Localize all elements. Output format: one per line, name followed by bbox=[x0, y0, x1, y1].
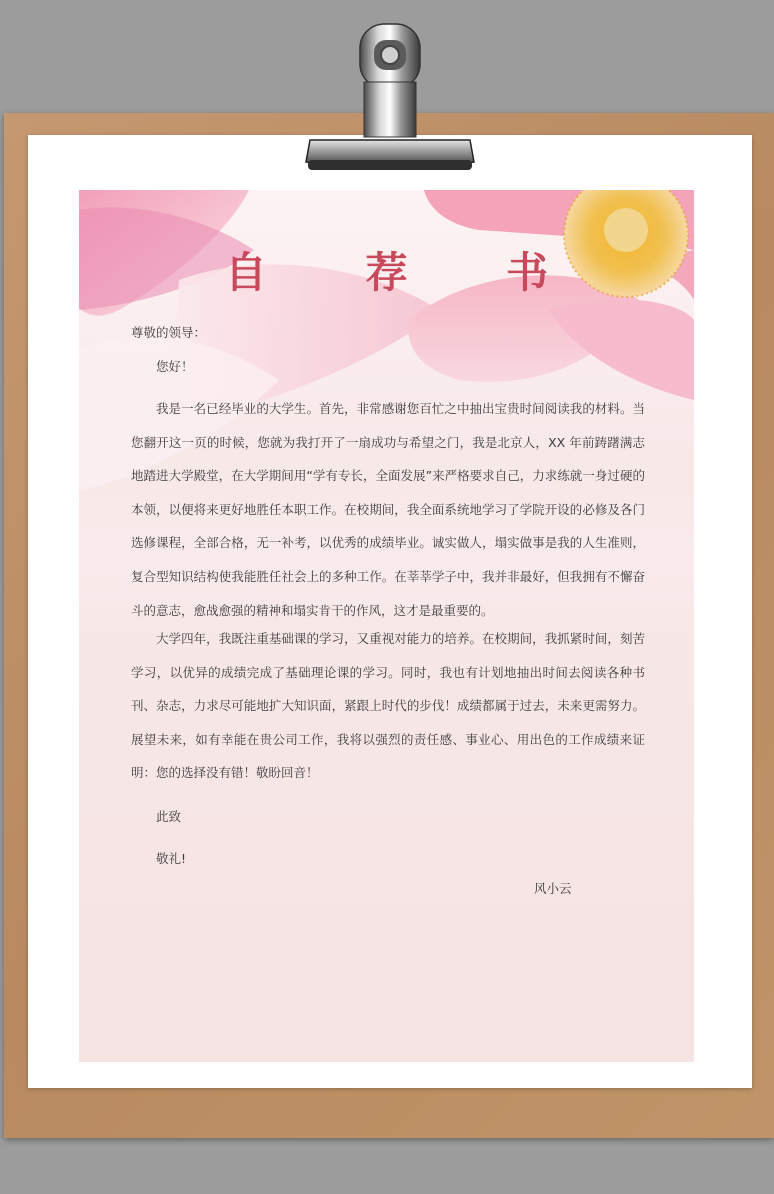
signature: 风小云 bbox=[534, 881, 572, 896]
greeting: 您好！ bbox=[156, 359, 194, 374]
paragraph-1: 我是一名已经毕业的大学生。首先，非常感谢您百忙之中抽出宝贵时间阅读我的材料。当您翻开这一页的时候，您就为我打开了一扇成功与希望之门，我是北京人，XX 年前踌躇满志地踏进大学殿堂，在大学期间用“学有专长，全面发展”来严格要求自己，力求练就一身过硬的本领，以便将来更好地胜任本职工作。在校期间，我全面系统地学习了学院开设的必修及各门选修课程，全部合格，无一补考，以优秀的成绩毕业。诚实做人，塌实做事是我的人生准则，复合型知识结构使我能胜任社会上的多种工作。在莘莘学子中，我并非最好，但我拥有不懈奋斗的意志，愈战愈强的精神和塌实肯干的作风，这才是最重要的。 bbox=[131, 401, 645, 618]
salutation: 尊敬的领导： bbox=[131, 325, 207, 340]
closing-salute: 敬礼! bbox=[156, 851, 187, 866]
closing-regards: 此致 bbox=[156, 809, 182, 824]
paragraph-2: 大学四年，我既注重基础课的学习，又重视对能力的培养。在校期间，我抓紧时间，刻苦学习，以优异的成绩完成了基础理论课的学习。同时，我也有计划地抽出时间去阅读各种书刊、杂志，力求尽可能地扩大知识面，紧跟上时代的步伐！成绩都属于过去，未来更需努力。展望未来，如有幸能在贵公司工作，我将以强烈的责任感、事业心、用出色的工作成绩来证明：您的选择没有错！敬盼回音！ bbox=[131, 631, 645, 781]
binder-clip bbox=[300, 22, 480, 182]
letter-page bbox=[79, 190, 694, 1062]
letter-title: 自 荐 书 bbox=[224, 248, 591, 297]
